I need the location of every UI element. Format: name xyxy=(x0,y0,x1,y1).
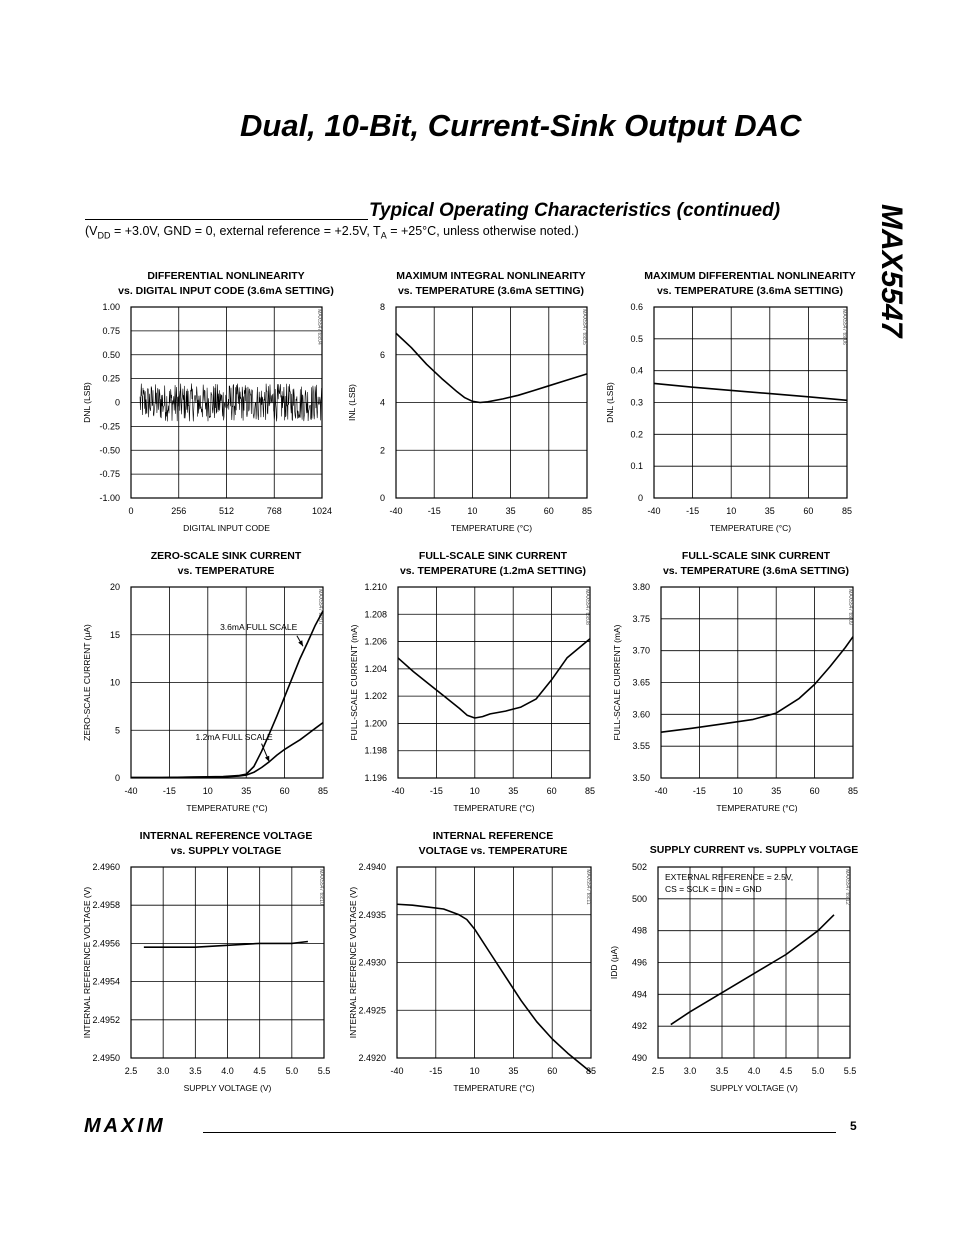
x-axis-label: TEMPERATURE (°C) xyxy=(716,803,798,813)
x-tick-label: 10 xyxy=(202,786,213,796)
x-tick-label: 60 xyxy=(803,506,814,516)
y-tick-label: 2.4930 xyxy=(358,957,386,968)
x-tick-label: 35 xyxy=(505,506,516,516)
x-axis-label: TEMPERATURE (°C) xyxy=(453,1083,535,1093)
y-tick-label: 496 xyxy=(631,957,647,968)
chart-title: FULL-SCALE SINK CURRENT xyxy=(681,550,831,562)
x-tick-label: 85 xyxy=(317,786,329,796)
y-tick-label: 0.6 xyxy=(630,302,643,312)
chart-title: vs. TEMPERATURE (3.6mA SETTING) xyxy=(656,285,844,297)
chart-note: CS = SCLK = DIN = GND xyxy=(665,884,762,894)
y-tick-label: 3.70 xyxy=(632,645,650,656)
x-tick-label: 35 xyxy=(508,1066,519,1076)
chart-title: FULL-SCALE SINK CURRENT xyxy=(418,550,568,562)
chart-4 xyxy=(82,550,328,813)
x-tick-label: -40 xyxy=(647,506,661,516)
x-tick-label: 60 xyxy=(547,1066,558,1076)
y-tick-label: 0 xyxy=(114,397,120,408)
figure-code: MAX5547 toc05 xyxy=(581,309,587,345)
y-tick-label: 2.4925 xyxy=(358,1005,386,1016)
y-tick-label: 5 xyxy=(114,725,120,736)
x-tick-label: 85 xyxy=(584,786,596,796)
chart-title: vs. TEMPERATURE (3.6mA SETTING) xyxy=(662,565,850,577)
y-tick-label: 2.4954 xyxy=(92,976,120,987)
series-line-1 xyxy=(654,383,847,400)
x-tick-label: -40 xyxy=(391,786,405,796)
chart-7 xyxy=(82,830,330,1093)
y-tick-label: 500 xyxy=(631,893,647,904)
x-tick-label: 60 xyxy=(546,786,557,796)
chart-title: DIFFERENTIAL NONLINEARITY xyxy=(147,270,305,282)
chart-title: INTERNAL REFERENCE xyxy=(432,830,554,842)
x-tick-label: 1024 xyxy=(311,506,333,516)
y-tick-label: 2.4940 xyxy=(358,862,386,872)
x-tick-label: 35 xyxy=(771,786,782,796)
y-tick-label: 0.75 xyxy=(102,325,120,336)
y-axis-label: INTERNAL REFERENCE VOLTAGE (V) xyxy=(348,886,358,1039)
y-tick-label: 1.200 xyxy=(364,718,387,729)
y-tick-label: -0.25 xyxy=(99,421,120,432)
y-tick-label: 0 xyxy=(114,773,120,783)
x-tick-label: 3.0 xyxy=(156,1066,170,1076)
y-tick-label: 1.198 xyxy=(364,745,387,756)
y-tick-label: 1.202 xyxy=(364,691,387,702)
part-number: MAX5547 xyxy=(875,204,908,338)
chart-2 xyxy=(347,270,592,533)
section-title: Typical Operating Characteristics (continued) xyxy=(369,200,781,221)
x-tick-label: 10 xyxy=(469,1066,480,1076)
series-line-1 xyxy=(671,915,834,1025)
y-tick-label: 4 xyxy=(379,397,385,408)
y-axis-label: DNL (LSB) xyxy=(82,382,92,423)
chart-title: vs. TEMPERATURE (1.2mA SETTING) xyxy=(399,565,587,577)
y-tick-label: 2.4935 xyxy=(358,909,386,920)
series-line-1 xyxy=(396,333,587,402)
y-tick-label: -1.00 xyxy=(99,493,120,503)
x-axis-label: TEMPERATURE (°C) xyxy=(186,803,268,813)
chart-1 xyxy=(82,270,334,533)
y-tick-label: 0.2 xyxy=(630,429,643,440)
chart-title: VOLTAGE vs. TEMPERATURE xyxy=(418,845,568,857)
page-title: Dual, 10-Bit, Current-Sink Output DAC xyxy=(240,108,802,143)
y-tick-label: 502 xyxy=(631,862,647,872)
maxim-logo-text: MAXIM xyxy=(84,1115,166,1136)
y-tick-label: 1.210 xyxy=(364,582,387,592)
chart-9 xyxy=(609,844,858,1093)
conditions-sub-1: DD xyxy=(97,230,111,241)
x-tick-label: -15 xyxy=(429,786,443,796)
footer-rule xyxy=(203,1132,836,1133)
y-tick-label: 10 xyxy=(109,677,120,688)
chart-title: MAXIMUM DIFFERENTIAL NONLINEARITY xyxy=(644,270,856,282)
y-axis-label: INTERNAL REFERENCE VOLTAGE (V) xyxy=(82,886,92,1039)
x-tick-label: 4.5 xyxy=(779,1066,793,1076)
y-tick-label: 492 xyxy=(631,1021,647,1032)
x-tick-label: 10 xyxy=(726,506,737,516)
x-tick-label: 4.0 xyxy=(747,1066,761,1076)
x-tick-label: 5.0 xyxy=(285,1066,299,1076)
figure-code: MAX5547 toc06 xyxy=(841,309,847,345)
x-tick-label: 60 xyxy=(543,506,554,516)
x-tick-label: 2.5 xyxy=(651,1066,665,1076)
y-tick-label: 8 xyxy=(379,302,385,312)
x-tick-label: -15 xyxy=(429,1066,443,1076)
x-tick-label: 3.5 xyxy=(715,1066,729,1076)
chart-title: ZERO-SCALE SINK CURRENT xyxy=(150,550,302,562)
y-tick-label: -0.75 xyxy=(99,469,120,480)
y-tick-label: 2.4950 xyxy=(92,1053,120,1063)
x-tick-label: -40 xyxy=(654,786,668,796)
x-tick-label: -40 xyxy=(390,1066,404,1076)
conditions-part-2: = +3.0V, GND = 0, external reference = +2.5V, T xyxy=(110,224,381,238)
x-tick-label: 5.5 xyxy=(317,1066,331,1076)
conditions-sub-2: A xyxy=(380,230,387,241)
series-annotation: 1.2mA FULL SCALE xyxy=(195,731,273,742)
x-tick-label: 256 xyxy=(171,506,187,516)
x-tick-label: 768 xyxy=(266,506,282,516)
y-tick-label: 20 xyxy=(109,582,120,592)
x-tick-label: 3.5 xyxy=(189,1066,202,1076)
x-axis-label: SUPPLY VOLTAGE (V) xyxy=(710,1083,798,1093)
y-tick-label: 1.00 xyxy=(102,302,120,312)
y-tick-label: 0.50 xyxy=(102,349,120,360)
y-tick-label: 3.50 xyxy=(632,773,650,783)
y-tick-label: 2.4956 xyxy=(92,938,120,949)
x-tick-label: 3.0 xyxy=(683,1066,697,1076)
x-tick-label: 4.0 xyxy=(221,1066,234,1076)
x-tick-label: 85 xyxy=(581,506,593,516)
x-axis-label: TEMPERATURE (°C) xyxy=(450,523,533,533)
x-tick-label: -15 xyxy=(162,786,176,796)
chart-6 xyxy=(612,550,858,813)
y-tick-label: 0.4 xyxy=(630,365,643,376)
y-tick-label: 3.80 xyxy=(632,582,650,592)
y-tick-label: 0.5 xyxy=(630,333,643,344)
chart-8 xyxy=(348,830,596,1093)
figure-code: MAX5547 toc09 xyxy=(847,589,853,625)
x-tick-label: 85 xyxy=(847,786,859,796)
x-tick-label: 35 xyxy=(764,506,775,516)
chart-5 xyxy=(349,550,595,813)
y-tick-label: 0 xyxy=(379,493,385,503)
figure-code: MAX5547 toc10 xyxy=(318,869,324,905)
x-tick-label: 60 xyxy=(279,786,290,796)
y-tick-label: 1.208 xyxy=(364,609,387,620)
y-tick-label: 0.3 xyxy=(630,397,643,408)
y-axis-label: FULL-SCALE CURRENT (mA) xyxy=(349,624,359,741)
series-line-1 xyxy=(131,611,323,778)
x-tick-label: 10 xyxy=(469,786,480,796)
y-tick-label: 494 xyxy=(631,989,647,1000)
x-tick-label: 10 xyxy=(467,506,478,516)
x-tick-label: -15 xyxy=(686,506,700,516)
x-tick-label: 35 xyxy=(241,786,252,796)
y-tick-label: 1.206 xyxy=(364,636,387,647)
x-tick-label: 10 xyxy=(732,786,743,796)
x-tick-label: 2.5 xyxy=(124,1066,138,1076)
y-axis-label: FULL-SCALE CURRENT (mA) xyxy=(612,624,622,741)
figure-code: MAX5547 toc08 xyxy=(584,589,590,625)
y-tick-label: 2.4960 xyxy=(92,862,120,872)
y-tick-label: 6 xyxy=(379,349,385,360)
y-tick-label: 2.4958 xyxy=(92,900,120,911)
y-axis-label: IDD (μA) xyxy=(609,945,619,980)
series-line-1 xyxy=(397,904,591,1072)
y-tick-label: 498 xyxy=(631,925,647,936)
x-axis-label: TEMPERATURE (°C) xyxy=(709,523,792,533)
series-annotation: 3.6mA FULL SCALE xyxy=(220,621,298,632)
figure-code: MAX5547 toc07 xyxy=(317,589,323,625)
y-tick-label: 1.204 xyxy=(364,663,387,674)
x-tick-label: -15 xyxy=(692,786,706,796)
figure-code: MAX5547 toc11 xyxy=(585,869,591,905)
chart-title: INTERNAL REFERENCE VOLTAGE xyxy=(139,830,313,842)
chart-note: EXTERNAL REFERENCE = 2.5V, xyxy=(665,872,794,882)
y-tick-label: 2 xyxy=(379,445,385,456)
y-tick-label: 3.65 xyxy=(632,677,650,688)
x-tick-label: 4.5 xyxy=(253,1066,266,1076)
y-tick-label: 0 xyxy=(637,493,643,503)
chart-title: SUPPLY CURRENT vs. SUPPLY VOLTAGE xyxy=(649,844,859,856)
y-tick-label: 2.4920 xyxy=(358,1053,386,1063)
chart-title: MAXIMUM INTEGRAL NONLINEARITY xyxy=(396,270,586,282)
x-tick-label: -40 xyxy=(124,786,138,796)
chart-title: vs. SUPPLY VOLTAGE xyxy=(170,845,282,857)
x-tick-label: 5.5 xyxy=(843,1066,857,1076)
figure-code: MAX5547 toc12 xyxy=(844,869,850,905)
y-axis-label: INL (LSB) xyxy=(347,383,357,422)
chart-title: vs. DIGITAL INPUT CODE (3.6mA SETTING) xyxy=(118,285,334,297)
x-tick-label: 512 xyxy=(218,506,235,516)
x-axis-label: TEMPERATURE (°C) xyxy=(453,803,535,813)
y-tick-label: 3.60 xyxy=(632,709,650,720)
series-line-1 xyxy=(398,639,590,718)
x-tick-label: 85 xyxy=(585,1066,597,1076)
x-tick-label: -15 xyxy=(427,506,441,516)
y-tick-label: 1.196 xyxy=(364,773,387,783)
x-tick-label: 85 xyxy=(841,506,853,516)
chart-title: vs. TEMPERATURE xyxy=(177,565,275,577)
y-tick-label: -0.50 xyxy=(99,445,120,456)
chart-3 xyxy=(605,270,856,533)
x-axis-label: DIGITAL INPUT CODE xyxy=(183,523,270,533)
y-axis-label: DNL (LSB) xyxy=(605,382,615,423)
y-tick-label: 2.4952 xyxy=(92,1014,120,1025)
series-line-1 xyxy=(144,942,308,948)
figure-code: MAX5547 toc04 xyxy=(316,309,322,345)
x-tick-label: 60 xyxy=(809,786,820,796)
x-tick-label: 35 xyxy=(508,786,519,796)
x-axis-label: SUPPLY VOLTAGE (V) xyxy=(183,1083,272,1093)
y-tick-label: 490 xyxy=(631,1053,647,1063)
chart-title: vs. TEMPERATURE (3.6mA SETTING) xyxy=(397,285,585,297)
y-tick-label: 0.1 xyxy=(630,461,643,472)
x-tick-label: 5.0 xyxy=(811,1066,825,1076)
y-tick-label: 0.25 xyxy=(102,373,120,384)
y-tick-label: 15 xyxy=(109,629,120,640)
y-axis-label: ZERO-SCALE CURRENT (μA) xyxy=(82,624,92,741)
y-tick-label: 3.55 xyxy=(632,741,650,752)
x-tick-label: 0 xyxy=(128,506,134,516)
maxim-logo xyxy=(84,1114,196,1136)
conditions-part-3: = +25°C, unless otherwise noted.) xyxy=(386,224,579,238)
y-tick-label: 3.75 xyxy=(632,613,650,624)
conditions-part-1: (V xyxy=(85,224,98,238)
x-tick-label: -40 xyxy=(389,506,403,516)
page-number: 5 xyxy=(850,1119,857,1133)
